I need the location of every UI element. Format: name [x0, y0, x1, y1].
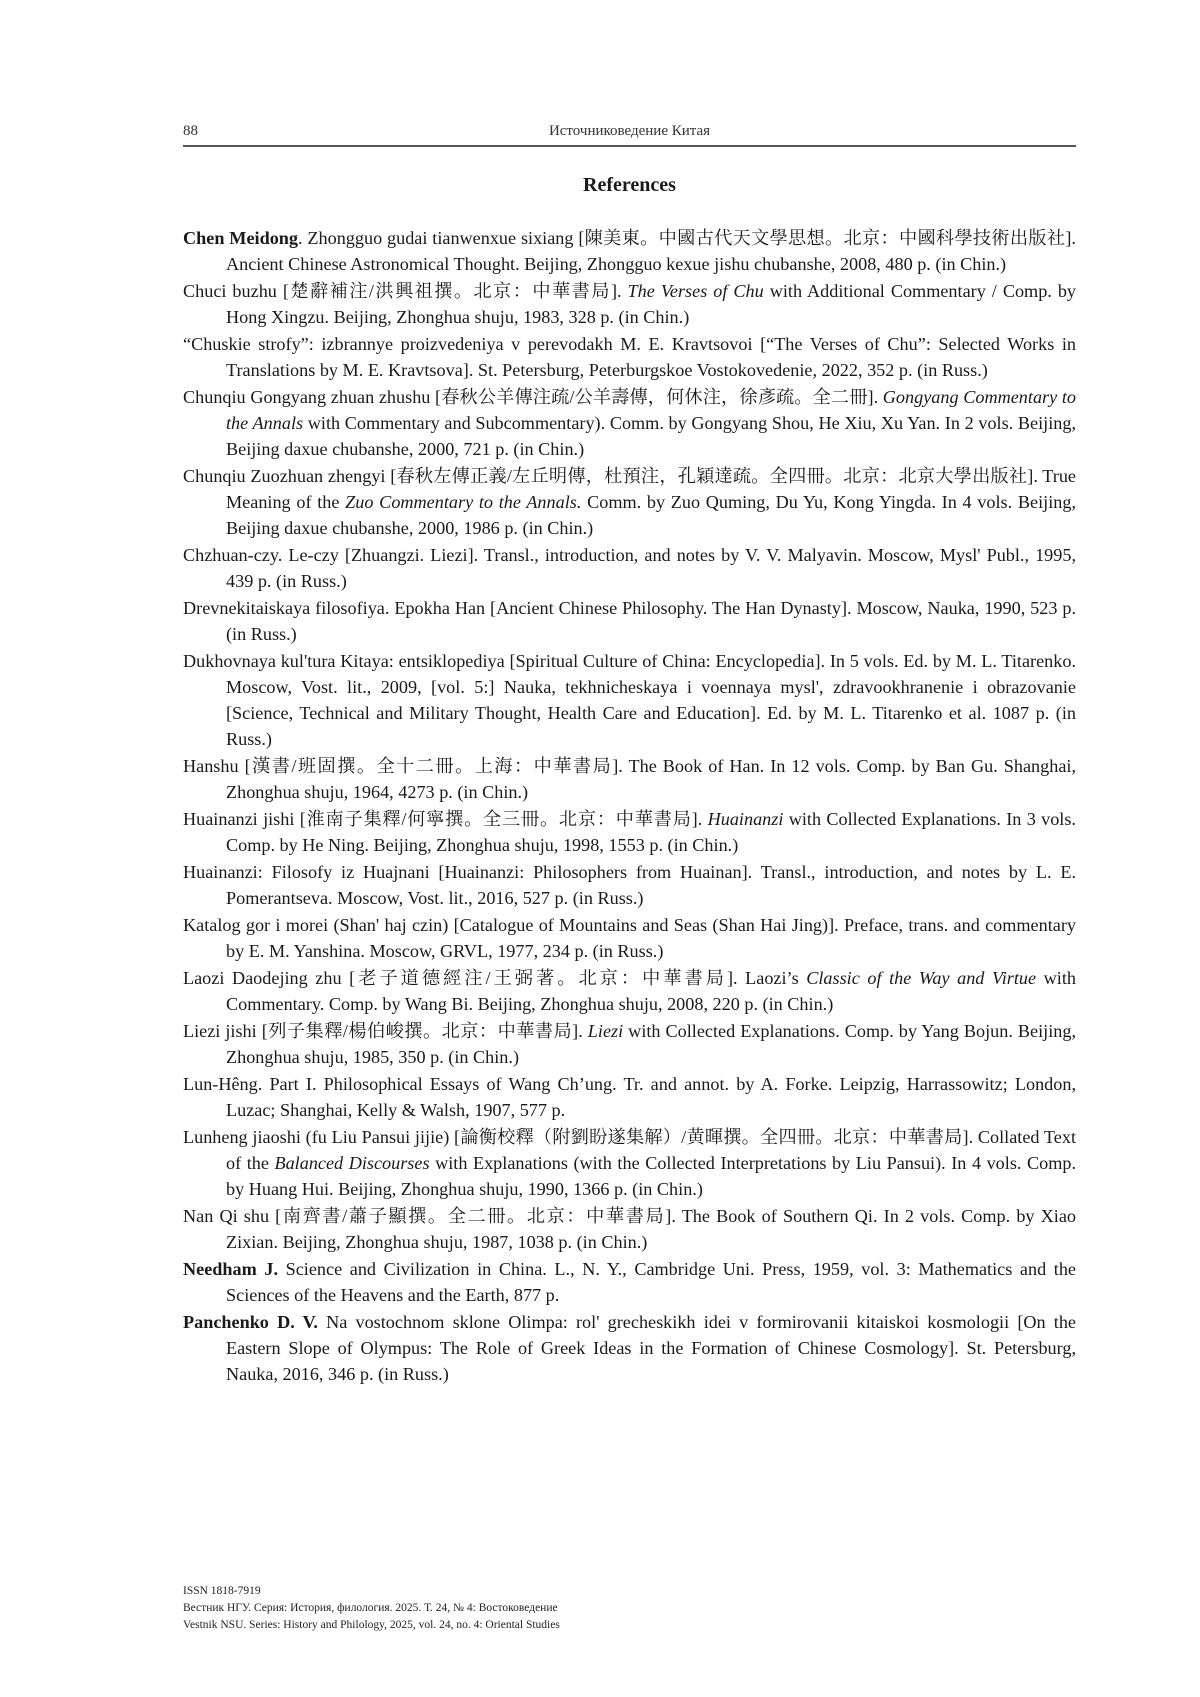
reference-text: Science and Civilization in China. L., N. Y., Cambridge Uni. Press, 1959, vol. 3: Mathematics and the Sciences of the Heavens and the Earth, 877 p.: [226, 1259, 1076, 1305]
footer-journal-ru: Вестник НГУ. Серия: История, филология. 2025. Т. 24, № 4: Востоковедение: [183, 1600, 560, 1617]
reference-entry: [183, 542, 1076, 594]
reference-entry: [183, 595, 1076, 647]
reference-list: [183, 225, 1076, 1388]
header-rule: [183, 145, 1076, 147]
reference-title-italic: Zuo Commentary to the Annals.: [345, 492, 581, 512]
reference-entry: [183, 648, 1076, 752]
reference-author: Panchenko D. V.: [183, 1312, 318, 1332]
reference-title-italic: Balanced Discourses: [274, 1153, 429, 1173]
reference-text: Chzhuan-czy. Le-czy [Zhuangzi. Liezi]. Transl., introduction, and notes by V. V. Malyavin. Moscow, Mysl' Publ., 1995, 439 p. (in Russ.): [183, 545, 1076, 591]
reference-text: with Explanations (with the Collected Interpretations by Liu Pansui). In 4 vols. Comp. by Huang Hui. Beijing, Zhonghua shuju, 1990, 1366 p. (in Chin.): [226, 1153, 1076, 1199]
reference-entry: [183, 1124, 1076, 1202]
reference-text: Drevnekitaiskaya filosofiya. Epokha Han [Ancient Chinese Philosophy. The Han Dynasty]. Moscow, Nauka, 1990, 523 p. (in Russ.): [183, 598, 1076, 644]
footer-journal-en: Vestnik NSU. Series: History and Philology, 2025, vol. 24, no. 4: Oriental Studies: [183, 1617, 560, 1634]
footer-issn: ISSN 1818-7919: [183, 1583, 560, 1600]
reference-entry: [183, 384, 1076, 462]
page-number: 88: [183, 123, 198, 140]
reference-text: “Chuskie strofy”: izbrannye proizvedeniya v perevodakh M. E. Kravtsovoi [“The Verses of Chu”: Selected Works in Translations by M. E. Kravtsova]. St. Petersburg, Peterburgskoe Vostokovedenie, 2022, 352 p. (in Russ.): [183, 334, 1076, 380]
reference-entry: [183, 225, 1076, 277]
footer: [183, 1583, 560, 1634]
reference-text: Comm. by Zuo Quming, Du Yu, Kong Yingda. In 4 vols. Beijing, Beijing daxue chubanshe, 2000, 1986 p. (in Chin.): [226, 492, 1076, 538]
reference-text: . Zhongguo gudai tianwenxue sixiang [陳美東。中國古代天文學思想。北京：中國科學技術出版社]. Ancient Chinese Astronomical Thought. Beijing, Zhongguo kexue jishu chubanshe, 2008, 480 p. (in Chin.): [226, 228, 1076, 274]
reference-entry: [183, 806, 1076, 858]
reference-entry: [183, 1256, 1076, 1308]
reference-text: Na vostochnom sklone Olimpa: rol' grecheskikh idei v formirovanii kitaiskoi kosmologii [On the Eastern Slope of Olympus: The Role of Greek Ideas in the Formation of Chinese Cosmology]. St. Petersburg, Nauka, 2016, 346 p. (in Russ.): [226, 1312, 1076, 1384]
reference-text: with Commentary and Subcommentary). Comm. by Gongyang Shou, He Xiu, Xu Yan. In 2 vols. Beijing, Beijing daxue chubanshe, 2000, 721 p. (in Chin.): [226, 413, 1076, 459]
reference-title-italic: Classic of the Way and Virtue: [806, 968, 1036, 988]
reference-entry: [183, 965, 1076, 1017]
reference-text: with Commentary. Comp. by Wang Bi. Beijing, Zhonghua shuju, 2008, 220 p. (in Chin.): [226, 968, 1076, 1014]
reference-title-italic: Huainanzi: [708, 809, 784, 829]
reference-entry: [183, 278, 1076, 330]
section-title: References: [183, 174, 1076, 197]
reference-entry: [183, 1309, 1076, 1387]
running-title: Источниковедение Китая: [183, 123, 1076, 140]
page-header: [183, 123, 1076, 147]
reference-text: Katalog gor i morei (Shan' haj czin) [Catalogue of Mountains and Seas (Shan Hai Jing)]. Preface, trans. and commentary by E. M. Yanshina. Moscow, GRVL, 1977, 234 p. (in Russ.): [183, 915, 1076, 961]
reference-text: Dukhovnaya kul'tura Kitaya: entsiklopediya [Spiritual Culture of China: Encyclopedia]. In 5 vols. Ed. by M. L. Titarenko. Moscow, Vost. lit., 2009, [vol. 5:] Nauka, tekhnicheskaya i voennaya mysl', zdravookhranenie i obrazovanie [Science, Technical and Military Thought, Health Care and Education]. Ed. by M. L. Titarenko et al. 1087 p. (in Russ.): [183, 651, 1076, 749]
reference-title-italic: Liezi: [588, 1021, 623, 1041]
reference-entry: [183, 859, 1076, 911]
reference-text: Nan Qi shu [南齊書/蕭子顯撰。全二冊。北京：中華書局]. The Book of Southern Qi. In 2 vols. Comp. by Xiao Zixian. Beijing, Zhonghua shuju, 1987, 1038 p. (in Chin.): [183, 1206, 1076, 1252]
reference-text: Chunqiu Zuozhuan zhengyi [春秋左傳正義/左丘明傳，杜預注，孔穎達疏。全四冊。北京：北京大學出版社]. True Meaning of the: [183, 466, 1076, 512]
reference-text: Chunqiu Gongyang zhuan zhushu [春秋公羊傳注疏/公羊壽傳，何休注，徐彥疏。全二冊].: [183, 387, 883, 407]
reference-text: Huainanzi jishi [淮南子集釋/何寧撰。全三冊。北京：中華書局].: [183, 809, 708, 829]
reference-text: Lun-Hêng. Part I. Philosophical Essays of Wang Ch’ung. Tr. and annot. by A. Forke. Leipzig, Harrassowitz; London, Luzac; Shanghai, Kelly & Walsh, 1907, 577 p.: [183, 1074, 1076, 1120]
reference-entry: [183, 1018, 1076, 1070]
reference-text: Laozi Daodejing zhu [老子道德經注/王弼著。北京：中華書局]. Laozi’s: [183, 968, 806, 988]
reference-text: with Additional Commentary / Comp. by Hong Xingzu. Beijing, Zhonghua shuju, 1983, 328 p. (in Chin.): [226, 281, 1076, 327]
reference-author: Chen Meidong: [183, 228, 298, 248]
reference-entry: [183, 912, 1076, 964]
reference-text: Huainanzi: Filosofy iz Huajnani [Huainanzi: Philosophers from Huainan]. Transl., introduction, and notes by L. E. Pomerantseva. Moscow, Vost. lit., 2016, 527 p. (in Russ.): [183, 862, 1076, 908]
reference-title-italic: Gongyang Commentary to the Annals: [226, 387, 1076, 433]
reference-text: with Collected Explanations. In 3 vols. Comp. by He Ning. Beijing, Zhonghua shuju, 1998, 1553 p. (in Chin.): [226, 809, 1076, 855]
reference-author: Needham J.: [183, 1259, 278, 1279]
reference-entry: [183, 463, 1076, 541]
reference-text: Chuci buzhu [楚辭補注/洪興祖撰。北京：中華書局].: [183, 281, 628, 301]
reference-text: Liezi jishi [列子集釋/楊伯峻撰。北京：中華書局].: [183, 1021, 588, 1041]
reference-entry: [183, 331, 1076, 383]
reference-text: with Collected Explanations. Comp. by Yang Bojun. Beijing, Zhonghua shuju, 1985, 350 p. (in Chin.): [226, 1021, 1076, 1067]
reference-entry: [183, 1203, 1076, 1255]
reference-text: Lunheng jiaoshi (fu Liu Pansui jijie) [論衡校釋（附劉盼遂集解）/黄暉撰。全四冊。北京：中華書局]. Collated Text of the: [183, 1127, 1076, 1173]
reference-entry: [183, 1071, 1076, 1123]
reference-text: Hanshu [漢書/班固撰。全十二冊。上海：中華書局]. The Book of Han. In 12 vols. Comp. by Ban Gu. Shanghai, Zhonghua shuju, 1964, 4273 p. (in Chin.): [183, 756, 1076, 802]
reference-title-italic: The Verses of Chu: [628, 281, 764, 301]
reference-entry: [183, 753, 1076, 805]
